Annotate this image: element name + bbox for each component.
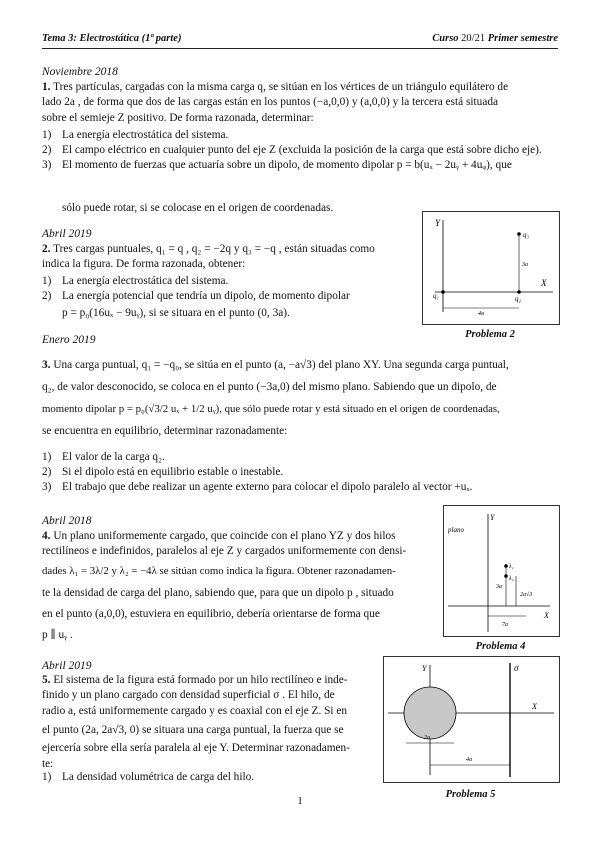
p5-date: Abril 2019 bbox=[42, 660, 92, 672]
problem-5-caption: Problema 5 bbox=[445, 789, 496, 800]
header-right bbox=[432, 33, 558, 44]
sigma-label: σ bbox=[514, 663, 519, 673]
dimension-4a: 4a bbox=[466, 757, 472, 763]
axis-x-label: X bbox=[532, 702, 537, 711]
header-course: Curso bbox=[432, 33, 459, 44]
problem-4-figure bbox=[443, 505, 560, 637]
p5-line1: El sistema de la figura está formado por un hilo rectilíneo e inde- bbox=[53, 674, 348, 686]
list-item bbox=[42, 289, 417, 304]
p2-statement bbox=[42, 242, 417, 273]
p3-statement bbox=[42, 354, 558, 442]
p4-line1: Un plano uniformemente cargado, que coincide con el plano YZ y dos hilos bbox=[53, 530, 396, 542]
p2-items bbox=[42, 274, 417, 304]
dimension-3a: 3a bbox=[496, 584, 502, 590]
p5-statement bbox=[42, 673, 377, 772]
list-item bbox=[42, 465, 558, 480]
p3-line2: q₂, de valor desconocido, se coloca en el punto (−3a,0) del mismo plano. Sabiendo que un dipolo, de bbox=[42, 381, 497, 393]
list-item bbox=[42, 158, 558, 173]
dimension-7a: 7a bbox=[502, 622, 508, 628]
item-text: La densidad volumétrica de carga del hilo. bbox=[62, 771, 255, 783]
p3-items bbox=[42, 450, 558, 495]
p4-line2: rectilíneos e indefinidos, paralelos al eje Z y cargados uniformemente con densi- bbox=[42, 545, 407, 558]
lambda-2-label: λ₂ bbox=[509, 576, 514, 582]
p5-line2: finido y un plano cargado con densidad superficial σ . El hilo, de bbox=[42, 689, 335, 702]
p4-line5: en el punto (a,0,0), estuviera en equilibrio, debería orientarse de forma que bbox=[42, 607, 380, 620]
p5-line6: te: bbox=[42, 757, 54, 770]
p3-line3: momento dipolar p = p₀(√3/2 uₓ + 1/2 uᵧ), que sólo puede rotar y está situado en el origen de coordenadas, bbox=[42, 403, 500, 415]
item-number: 1) bbox=[42, 275, 52, 287]
p1-items bbox=[42, 128, 558, 173]
problem-5-figure bbox=[383, 656, 560, 783]
header-left: Tema 3: Electrostática (1ª parte) bbox=[42, 33, 182, 44]
p1-line2: lado 2a , de forma que dos de las cargas están en los puntos (−a,0,0) y (a,0,0) y la tercera está situada bbox=[42, 96, 498, 109]
axis-x-label: X bbox=[541, 278, 547, 288]
p1-line1: Tres partículas, cargadas con la misma carga q, se sitúan en los vértices de un triángulo equilátero de bbox=[53, 81, 509, 93]
item-number: 2) bbox=[42, 290, 52, 302]
list-item bbox=[42, 450, 558, 465]
p5-line3: radio a, está uniformemente cargado y es coaxial con el eje Z. Si en bbox=[42, 704, 347, 717]
p4-number: 4. bbox=[42, 530, 51, 542]
item-number: 1) bbox=[42, 451, 52, 463]
page-number: 1 bbox=[297, 795, 303, 807]
charge-q3-label: q₃ bbox=[523, 231, 529, 239]
lambda-1-label: λ₁ bbox=[509, 564, 514, 570]
p3-line4: se encuentra en equilibrio, determinar razonadamente: bbox=[42, 425, 288, 437]
item-text: Si el dipolo está en equilibrio estable o inestable. bbox=[62, 466, 284, 478]
plane-label: plano bbox=[448, 526, 464, 534]
item-text: El momento de fuerzas que actuaría sobre un dipolo, de momento dipolar p = b(uₓ − 2uᵧ + 4uᵩ), que bbox=[62, 159, 512, 171]
p1-line3: sobre el semieje Z positivo. De forma razonada, determinar: bbox=[42, 111, 314, 124]
p2-number: 2. bbox=[42, 243, 51, 255]
axis-x-label: X bbox=[544, 611, 549, 620]
item-number: 3) bbox=[42, 159, 52, 171]
item-number: 1) bbox=[42, 771, 52, 783]
p1-tail: sólo puede rotar, si se colocase en el origen de coordenadas. bbox=[62, 202, 334, 214]
header-rule bbox=[42, 48, 558, 49]
p4-statement bbox=[42, 529, 437, 646]
item-number: 1) bbox=[42, 129, 52, 141]
axis-y-label: Y bbox=[490, 513, 495, 522]
p5-items bbox=[42, 770, 254, 785]
p3-number: 3. bbox=[42, 359, 51, 371]
charge-q2-label: q₂ bbox=[515, 295, 521, 303]
item-text: La energía potencial que tendría un dipolo, de momento dipolar bbox=[62, 290, 350, 302]
item-text: La energía electrostática del sistema. bbox=[62, 275, 229, 287]
p2-line1: Tres cargas puntuales, q₁ = q , q₂ = −2q y q₃ = −q , están situadas como bbox=[53, 243, 375, 255]
item-number: 2) bbox=[42, 466, 52, 478]
item-number: 3) bbox=[42, 481, 52, 493]
p1-number: 1. bbox=[42, 81, 51, 93]
problem-2-figure bbox=[422, 211, 560, 325]
p3-line1: Una carga puntual, q₁ = −q₀, se sitúa en el punto (a, −a√3) del plano XY. Una segunda carga puntual, bbox=[53, 359, 509, 371]
p2-line2: indica la figura. De forma razonada, obtener: bbox=[42, 258, 246, 271]
p4-line4: te la densidad de carga del plano, sabiendo que, para que un dipolo p , situado bbox=[42, 586, 394, 599]
p3-date: Enero 2019 bbox=[42, 334, 96, 346]
item-text: La energía electrostática del sistema. bbox=[62, 129, 229, 141]
item-number: 2) bbox=[42, 144, 52, 156]
list-item bbox=[42, 143, 558, 158]
p4-line6: p ∥ uᵧ . bbox=[42, 628, 73, 641]
header-semester: Primer semestre bbox=[487, 33, 558, 44]
dimension-3a: 3a bbox=[522, 262, 528, 268]
problem-2-caption: Problema 2 bbox=[465, 329, 515, 340]
list-item bbox=[42, 480, 558, 495]
list-item bbox=[42, 770, 254, 785]
axis-y-label: Y bbox=[435, 218, 441, 228]
charge-q1-label: q₁ bbox=[433, 292, 439, 300]
p5-line4: el punto (2a, 2a√3, 0) se situara una carga puntual, la fuerza que se bbox=[42, 724, 344, 737]
p5-number: 5. bbox=[42, 674, 51, 686]
item-text: El trabajo que debe realizar un agente externo para colocar el dipolo paralelo al vector +uₓ. bbox=[62, 481, 473, 493]
p5-line5: ejercería sobre ella sería paralela al eje Y. Determinar razonadamen- bbox=[42, 742, 350, 755]
dimension-2a-sqrt3: 2a√3 bbox=[520, 592, 533, 598]
p4-date: Abril 2018 bbox=[42, 515, 92, 527]
dimension-4a: 4a bbox=[478, 311, 484, 317]
item-text: El campo eléctrico en cualquier punto del eje Z (excluida la posición de la carga que está sobre dicho eje). bbox=[62, 144, 542, 156]
list-item bbox=[42, 128, 558, 143]
p2-date: Abril 2019 bbox=[42, 228, 92, 240]
p1-date: Noviembre 2018 bbox=[42, 66, 118, 78]
p4-line3: dades λ₁ = 3λ/2 y λ₂ = −4λ se sitúan como indica la figura. Obtener razonadamen- bbox=[42, 564, 396, 577]
dimension-2a: 2a bbox=[424, 735, 430, 741]
problem-4-caption: Problema 4 bbox=[475, 641, 526, 652]
p2-tail: p = p₀(16uₓ − 9uᵧ), si se situara en el punto (0, 3a). bbox=[62, 307, 290, 319]
p1-statement bbox=[42, 80, 558, 126]
axis-y-label: Y bbox=[422, 664, 427, 673]
header-years: 20/21 bbox=[461, 33, 486, 44]
list-item bbox=[42, 274, 417, 289]
item-text: El valor de la carga q₂. bbox=[62, 451, 165, 463]
